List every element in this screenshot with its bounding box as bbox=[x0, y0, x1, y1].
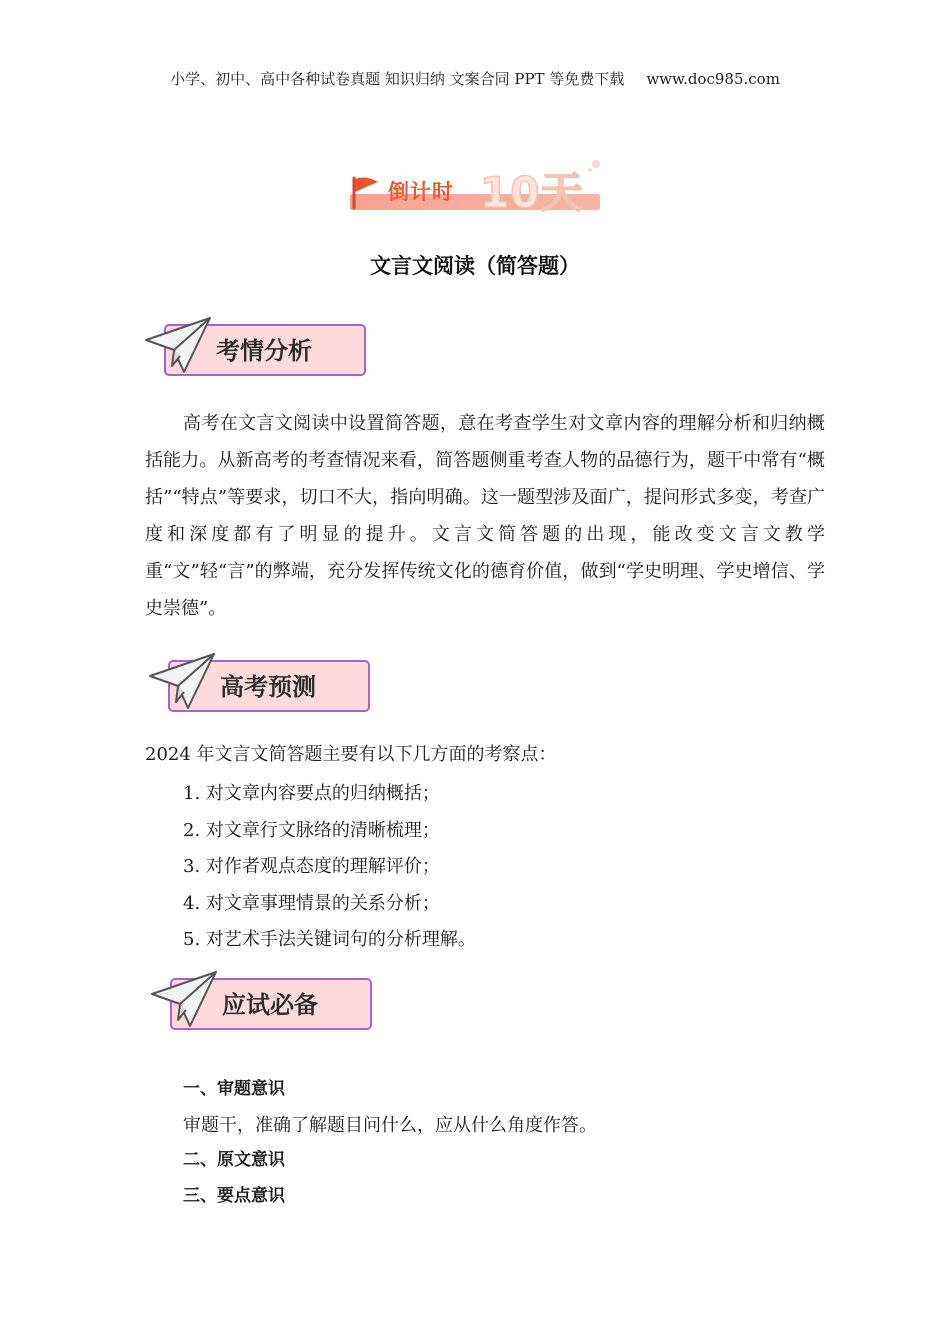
list-item: 2. 对文章行文脉络的清晰梳理； bbox=[183, 819, 440, 841]
list-item: 3. 对作者观点态度的理解评价； bbox=[183, 856, 440, 877]
prediction-intro: 2024 年文言文简答题主要有以下几方面的考察点： bbox=[145, 744, 557, 765]
sparkle-icon bbox=[586, 154, 606, 174]
header-site[interactable]: www.doc985.com bbox=[646, 70, 780, 88]
section-label: 应试必备 bbox=[222, 991, 318, 1019]
section-banner-prediction bbox=[148, 652, 384, 722]
section-banner-preparation bbox=[150, 970, 386, 1040]
prediction-list bbox=[183, 776, 476, 959]
page-header bbox=[0, 68, 950, 89]
paper-plane-icon bbox=[148, 652, 218, 714]
paper-plane-icon bbox=[150, 970, 220, 1032]
countdown-label: 倒计时 bbox=[388, 180, 454, 204]
section-label: 高考预测 bbox=[220, 673, 316, 701]
prep-heading: 二、原文意识 bbox=[183, 1150, 285, 1170]
section-banner-analysis bbox=[144, 316, 380, 386]
section-label: 考情分析 bbox=[216, 337, 312, 365]
header-text: 小学、初中、高中各种试卷真题 知识归纳 文案合同 PPT 等免费下载 bbox=[170, 70, 625, 88]
countdown-number: 10天 bbox=[480, 168, 584, 217]
list-item: 1. 对文章内容要点的归纳概括； bbox=[183, 783, 440, 804]
list-item: 5. 对艺术手法关键词句的分析理解。 bbox=[183, 929, 476, 950]
prep-heading: 一、审题意识 bbox=[183, 1079, 285, 1099]
preparation-list bbox=[183, 1072, 597, 1214]
analysis-paragraph: 高考在文言文阅读中设置简答题，意在考查学生对文章内容的理解分析和归纳概括能力。从新高考的考查情况来看，简答题侧重考查人物的品德行为，题干中常有“概括”“特点”等要求，切口不大，指向明确。这一题型涉及面广，提问形式多变，考查广度和深度都有了明显的提升。文言文简答题的出现，能改变文言文教学重“文”轻“言”的弊端，充分发挥传统文化的德育价值，做到“学史明理、学史增信、学史崇德”。 bbox=[145, 413, 825, 619]
paper-plane-icon bbox=[144, 316, 214, 378]
list-item: 4. 对文章事理情景的关系分析； bbox=[183, 892, 440, 914]
page-title: 文言文阅读（简答题） bbox=[370, 254, 580, 278]
prep-text: 审题干，准确了解题目问什么，应从什么角度作答。 bbox=[183, 1114, 597, 1136]
prep-heading: 三、要点意识 bbox=[183, 1185, 285, 1206]
countdown-banner bbox=[348, 150, 610, 217]
flag-icon bbox=[348, 174, 384, 210]
